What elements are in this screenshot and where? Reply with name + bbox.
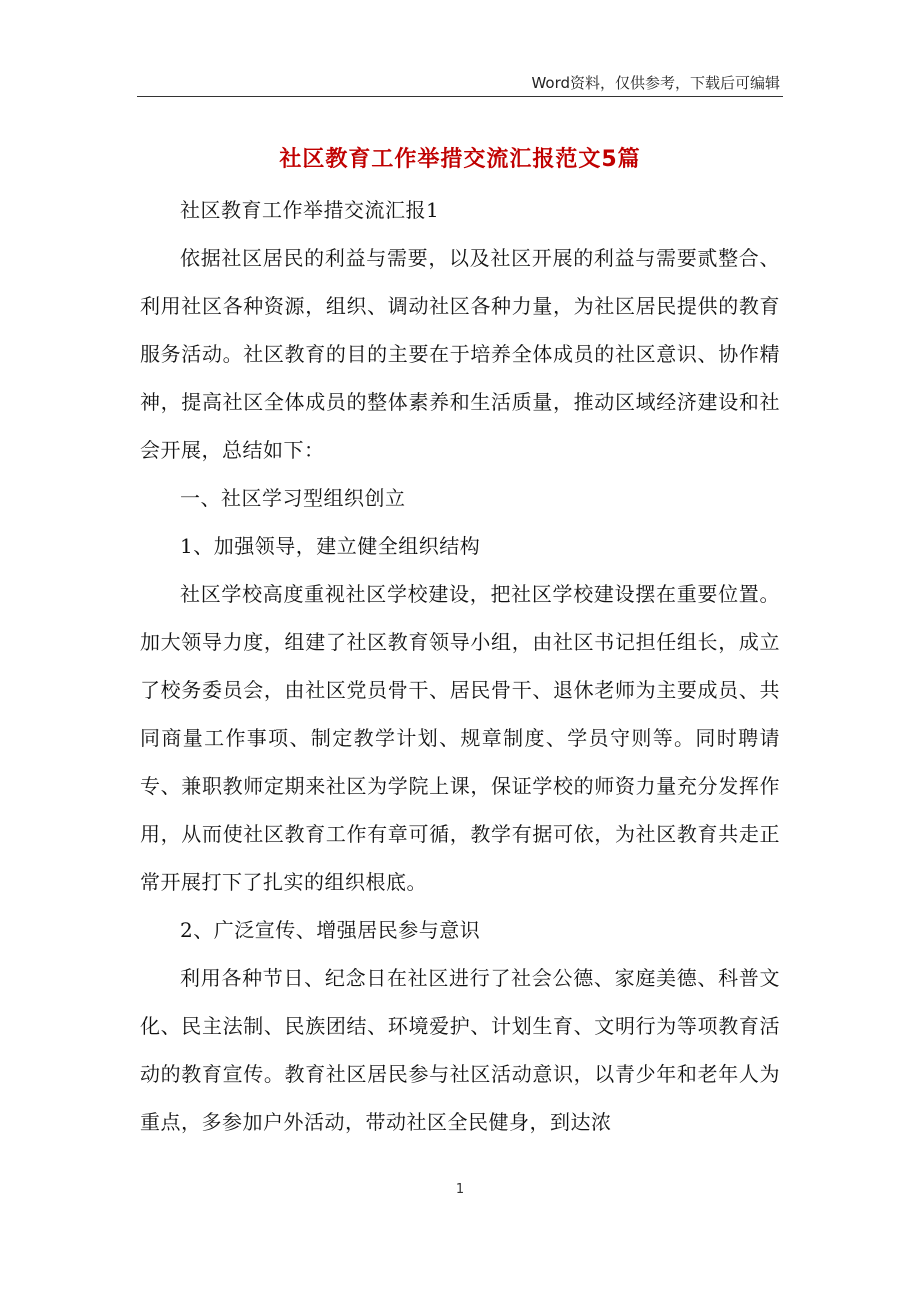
paragraph-intro: 依据社区居民的利益与需要，以及社区开展的利益与需要贰整合、利用社区各种资源，组织、调动社区各种力量，为社区居民提供的教育服务活动。社区教育的目的主要在于培养全体成员的社区意识、协作精神，提高社区全体成员的整体素养和生活质量，推动区域经济建设和社会开展，总结如下： [140, 246, 780, 462]
document-body [140, 186, 780, 1146]
page-number: 1 [455, 1182, 465, 1197]
section-heading-1: 一、社区学习型组织创立 [180, 486, 406, 510]
header-note: Word资料，仅供参考，下载后可编辑 [531, 74, 780, 92]
paragraph-leadership: 社区学校高度重视社区学校建设，把社区学校建设摆在重要位置。加大领导力度，组建了社区教育领导小组，由社区书记担任组长，成立了校务委员会，由社区党员骨干、居民骨干、退休老师为主要成员、共同商量工作事项、制定教学计划、规章制度、学员守则等。同时聘请专、兼职教师定期来社区为学院上课，保证学校的师资力量充分发挥作用，从而使社区教育工作有章可循，教学有据可依，为社区教育共走正常开展打下了扎实的组织根底。 [140, 582, 780, 894]
document-title: 社区教育工作举措交流汇报范文5篇 [279, 147, 641, 172]
header-divider [137, 96, 783, 97]
subsection-heading-1: 1、加强领导，建立健全组织结构 [180, 534, 481, 558]
subsection-heading-2: 2、广泛宣传、增强居民参与意识 [180, 918, 481, 942]
paragraph-publicity: 利用各种节日、纪念日在社区进行了社会公德、家庭美德、科普文化、民主法制、民族团结、环境爱护、计划生育、文明行为等项教育活动的教育宣传。教育社区居民参与社区活动意识，以青少年和老年人为重点，多参加户外活动，带动社区全民健身，到达浓 [140, 966, 780, 1134]
paragraph-report-heading: 社区教育工作举措交流汇报1 [180, 198, 440, 222]
